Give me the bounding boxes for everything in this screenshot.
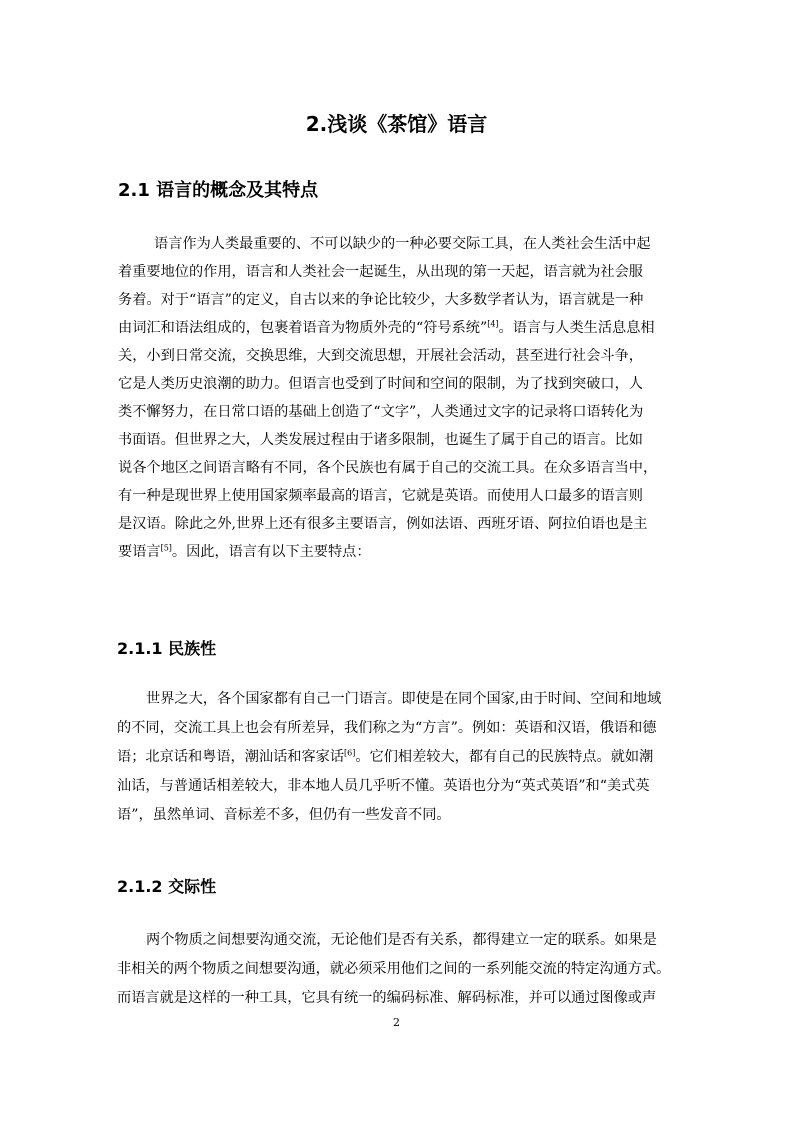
- citation-ref: [5]: [160, 543, 172, 553]
- text-line: 世界之大，各个国家都有自己一门语言。即使是在同个国家,由于时间、空间和地域: [146, 691, 662, 707]
- text-line: [117, 746, 653, 766]
- text-line: 务着。对于“语言”的定义，自古以来的争论比较少，大多数学者认为，语言就是一种: [118, 292, 644, 308]
- text-line: 说各个地区之间语言略有不同，各个民族也有属于自己的交流工具。在众多语言当中，: [118, 460, 658, 476]
- text-line: 而语言就是这样的一种工具，它具有统一的编码标准、解码标准，并可以通过图像或声: [117, 990, 657, 1006]
- text-span: 语；北京话和粤语，潮汕话和客家话: [117, 749, 345, 765]
- subsection-heading-ethnicity: 2.1.1 民族性: [117, 639, 217, 658]
- subsection-heading-communication: 2.1.2 交际性: [117, 877, 217, 896]
- text-line: 的不同，交流工具上也会有所差异，我们称之为“方言”。例如：英语和汉语，俄语和德: [117, 720, 657, 736]
- text-span: 。它们相差较大，都有自己的民族特点。就如潮: [355, 749, 654, 765]
- text-line: 非相关的两个物质之间想要沟通，就必须采用他们之间的一系列能交流的特定沟通方式。: [117, 961, 671, 977]
- text-line: [118, 317, 655, 337]
- text-span: 由词汇和语法组成的，包裹着语音为物质外壳的“符号系统”: [118, 320, 488, 336]
- citation-ref: [6]: [344, 748, 356, 758]
- text-span: 要语言: [118, 544, 161, 560]
- page-number: 2: [393, 1016, 400, 1029]
- section-heading: 2.1 语言的概念及其特点: [118, 180, 319, 201]
- text-line: [118, 541, 371, 561]
- text-line: 关，小到日常交流，交换思维，大到交流思想，开展社会活动，甚至进行社会斗争，: [118, 348, 643, 364]
- text-span: 。因此，语言有以下主要特点：: [171, 544, 371, 560]
- text-line: 类不懈努力，在日常口语的基础上创造了“文字”，人类通过文字的记录将口语转化为: [118, 404, 644, 420]
- text-line: 语”，虽然单词、音标差不多，但仍有一些发音不同。: [117, 807, 451, 823]
- text-line: 汕话，与普通话相差较大，非本地人员几乎听不懂。英语也分为“英式英语”和“美式英: [117, 778, 650, 794]
- text-line: 两个物质之间想要沟通交流，无论他们是否有关系，都得建立一定的联系。如果是: [146, 932, 657, 948]
- text-line: 有一种是现世界上使用国家频率最高的语言，它就是英语。而使用人口最多的语言则: [118, 488, 643, 504]
- text-line: 它是人类历史浪潮的助力。但语言也受到了时间和空间的限制，为了找到突破口，人: [118, 376, 643, 392]
- chapter-title: 2.浅谈《茶馆》语言: [305, 112, 488, 136]
- text-span: 。语言与人类生活息息相: [498, 320, 655, 336]
- text-line: 着重要地位的作用，语言和人类社会一起诞生，从出现的第一天起，语言就为社会服: [118, 264, 643, 280]
- citation-ref: [4]: [487, 319, 499, 329]
- text-line: 语言作为人类最重要的、不可以缺少的一种必要交际工具，在人类社会生活中起: [154, 236, 651, 252]
- text-line: 书面语。但世界之大，人类发展过程由于诸多限制，也诞生了属于自己的语言。比如: [118, 432, 643, 448]
- text-line: 是汉语。除此之外,世界上还有很多主要语言，例如法语、西班牙语、阿拉伯语也是主: [118, 516, 648, 532]
